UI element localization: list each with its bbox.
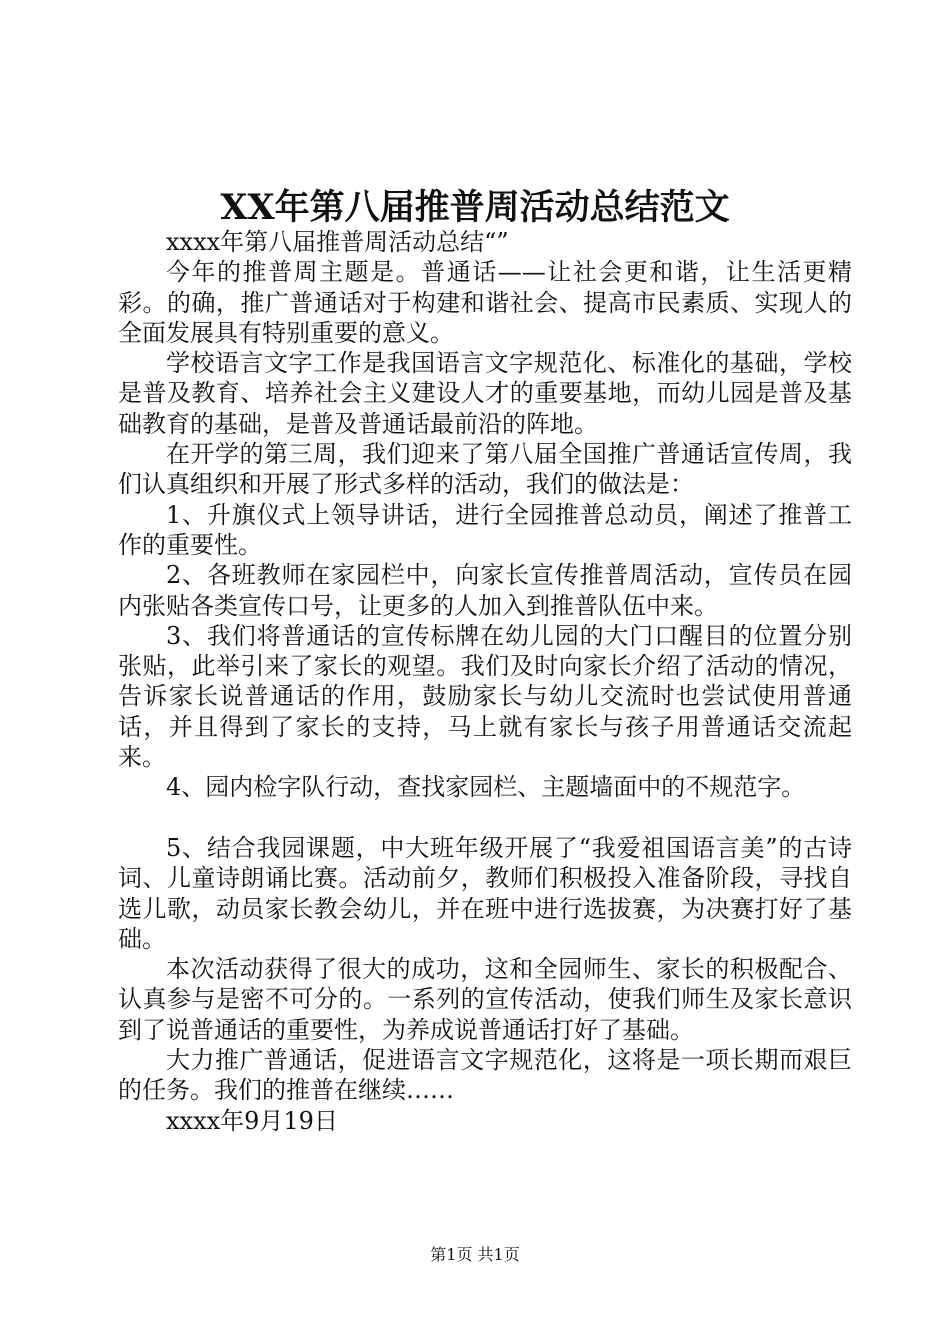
paragraph-theme: 今年的推普周主题是。普通话——让社会更和谐，让生活更精彩。的确，推广普通话对于构建和谐社会、提高市民素质、实现人的全面发展具有特别重要的意义。 <box>118 258 852 347</box>
paragraph-item-3: 3、我们将普通话的宣传标牌在幼儿园的大门口醒目的位置分别张贴，此举引来了家长的观望。我们及时向家长介绍了活动的情况，告诉家长说普通话的作用，鼓励家长与幼儿交流时也尝试使用普通话，并且得到了家长的支持，马上就有家长与孩子用普通话交流起来。 <box>118 621 852 772</box>
paragraph-item-5: 5、结合我园课题，中大班年级开展了“我爱祖国语言美”的古诗词、儿童诗朗诵比赛。活动前夕，教师们积极投入准备阶段，寻找自选儿歌，动员家长教会幼儿，并在班中进行选拔赛，为决赛打好了基础。 <box>118 833 852 953</box>
paragraph-heading-line: xxxx年第八届推普周活动总结“” <box>166 228 509 256</box>
paragraph-item-4: 4、园内检字队行动，查找家园栏、主题墙面中的不规范字。 <box>166 773 806 802</box>
document-title: XX年第八届推普周活动总结范文 <box>220 187 730 228</box>
paragraph-date: xxxx年9月19日 <box>166 1106 338 1135</box>
paragraph-intro-activities: 在开学的第三周，我们迎来了第八届全国推广普通话宣传周，我们认真组织和开展了形式多样的活动，我们的做法是： <box>118 440 852 499</box>
paragraph-summary: 本次活动获得了很大的成功，这和全园师生、家长的积极配合、认真参与是密不可分的。一系列的宣传活动，使我们师生及家长意识到了说普通话的重要性，为养成说普通话打好了基础。 <box>118 955 852 1044</box>
paragraph-item-1: 1、升旗仪式上领导讲话，进行全园推普总动员，阐述了推普工作的重要性。 <box>118 500 852 559</box>
document-body <box>118 227 852 1136</box>
paragraph-conclusion: 大力推广普通话，促进语言文字规范化，这将是一项长期而艰巨的任务。我们的推普在继续…… <box>118 1046 852 1105</box>
blank-line <box>118 803 852 833</box>
page-footer: 第1页 共1页 <box>430 1245 520 1264</box>
paragraph-item-2: 2、各班教师在家园栏中，向家长宣传推普周活动，宣传员在园内张贴各类宣传口号，让更多的人加入到推普队伍中来。 <box>118 561 852 620</box>
paragraph-school-work: 学校语言文字工作是我国语言文字规范化、标准化的基础，学校是普及教育、培养社会主义建设人才的重要基地，而幼儿园是普及基础教育的基础，是普及普通话最前沿的阵地。 <box>118 349 852 438</box>
